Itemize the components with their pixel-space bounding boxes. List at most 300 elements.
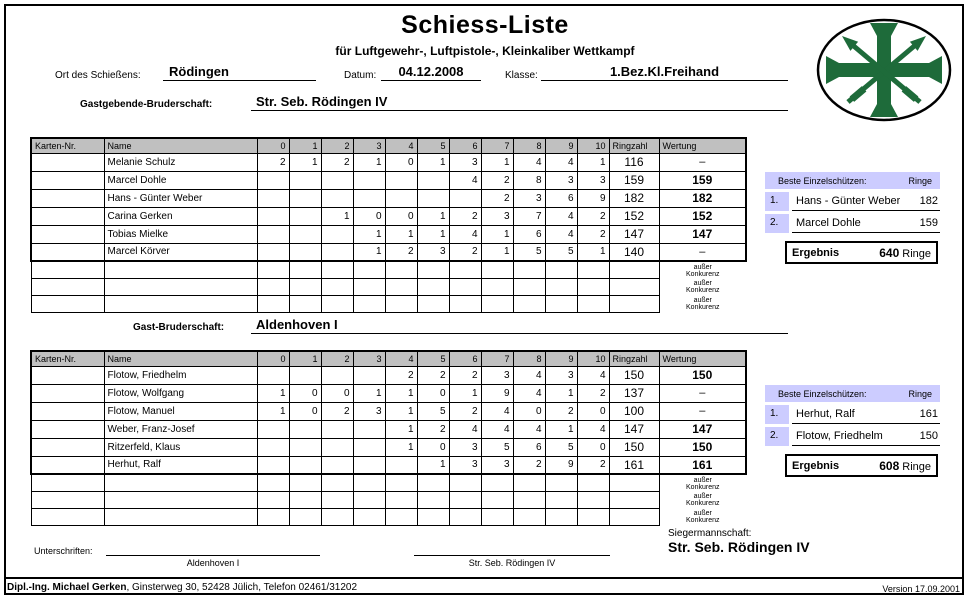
score-cell: 2 xyxy=(417,366,449,384)
score-cell: 0 xyxy=(577,402,609,420)
empty-score-row xyxy=(31,295,746,312)
ringzahl-cell xyxy=(609,474,659,491)
score-cell xyxy=(577,278,609,295)
ergebnis-value: 640 xyxy=(879,245,900,260)
wertung-cell: 150 xyxy=(659,366,746,384)
best-shooter-name: Flotow, Friedhelm xyxy=(796,430,883,442)
column-header: Name xyxy=(104,138,257,153)
footer-author-name: Dipl.-Ing. Michael Gerken xyxy=(7,582,127,593)
score-cell xyxy=(289,438,321,456)
empty-score-row xyxy=(31,491,746,508)
ringzahl-cell: 159 xyxy=(609,171,659,189)
score-cell: 5 xyxy=(513,243,545,261)
ringzahl-cell: 137 xyxy=(609,384,659,402)
score-cell: 9 xyxy=(545,456,577,474)
karten-cell xyxy=(31,225,104,243)
score-cell xyxy=(321,278,353,295)
score-cell: 0 xyxy=(385,153,417,171)
score-cell xyxy=(321,295,353,312)
score-cell xyxy=(385,508,417,525)
ringzahl-cell: 182 xyxy=(609,189,659,207)
score-cell xyxy=(257,243,289,261)
score-cell xyxy=(513,491,545,508)
score-cell xyxy=(257,508,289,525)
score-cell: 0 xyxy=(289,384,321,402)
best-shooter-entry xyxy=(792,192,940,211)
score-cell: 4 xyxy=(481,420,513,438)
ringzahl-cell: 152 xyxy=(609,207,659,225)
score-cell: 3 xyxy=(417,243,449,261)
score-cell: 1 xyxy=(321,207,353,225)
score-cell: 6 xyxy=(513,438,545,456)
score-row xyxy=(31,153,746,171)
karten-cell xyxy=(31,474,104,491)
name-cell: Melanie Schulz xyxy=(104,153,257,171)
score-cell: 3 xyxy=(481,207,513,225)
best-shooters-header xyxy=(765,385,940,402)
score-cell xyxy=(353,474,385,491)
score-row xyxy=(31,366,746,384)
ringzahl-cell xyxy=(609,491,659,508)
score-cell: 2 xyxy=(321,153,353,171)
wertung-cell: 182 xyxy=(659,189,746,207)
wertung-cell: 147 xyxy=(659,420,746,438)
column-header: 10 xyxy=(577,138,609,153)
score-cell xyxy=(545,491,577,508)
name-cell: Hans - Günter Weber xyxy=(104,189,257,207)
score-cell: 2 xyxy=(385,243,417,261)
winner-team-label: Siegermannschaft: xyxy=(668,528,752,539)
column-header: 6 xyxy=(449,138,481,153)
score-cell: 5 xyxy=(545,243,577,261)
score-cell xyxy=(481,491,513,508)
score-cell xyxy=(385,278,417,295)
klasse-label: Klasse: xyxy=(505,70,538,81)
score-cell xyxy=(449,278,481,295)
score-cell: 2 xyxy=(449,402,481,420)
score-cell xyxy=(353,295,385,312)
score-cell: 1 xyxy=(385,420,417,438)
name-cell xyxy=(104,474,257,491)
signature-line-host xyxy=(414,539,610,556)
name-cell: Carina Gerken xyxy=(104,207,257,225)
score-cell: 4 xyxy=(545,153,577,171)
score-cell xyxy=(353,420,385,438)
score-cell: 2 xyxy=(321,402,353,420)
score-cell: 2 xyxy=(481,189,513,207)
score-cell: 1 xyxy=(545,420,577,438)
ort-value: Rödingen xyxy=(163,64,316,81)
ergebnis-label: Ergebnis xyxy=(792,459,840,472)
empty-score-row xyxy=(31,278,746,295)
karten-cell xyxy=(31,295,104,312)
score-cell xyxy=(545,508,577,525)
score-row xyxy=(31,438,746,456)
score-cell xyxy=(289,261,321,278)
score-cell xyxy=(385,171,417,189)
wertung-cell: 161 xyxy=(659,456,746,474)
score-cell xyxy=(481,474,513,491)
ausser-konkurenz-note xyxy=(659,491,746,508)
ausser-konkurenz-note xyxy=(659,261,746,278)
ergebnis-value: 608 xyxy=(879,458,900,473)
note-line: Konkurenz xyxy=(686,517,720,524)
note-line: Konkurenz xyxy=(686,304,720,311)
ergebnis-unit: Ringe xyxy=(902,247,931,260)
wertung-cell: – xyxy=(659,402,746,420)
score-cell xyxy=(353,171,385,189)
score-cell: 4 xyxy=(481,402,513,420)
ringzahl-cell: 100 xyxy=(609,402,659,420)
score-cell: 2 xyxy=(577,225,609,243)
score-cell xyxy=(577,508,609,525)
score-cell: 1 xyxy=(481,243,513,261)
score-cell: 2 xyxy=(449,366,481,384)
score-cell: 2 xyxy=(513,456,545,474)
guest-best-shooters-panel xyxy=(765,385,940,446)
score-cell: 5 xyxy=(417,402,449,420)
score-cell xyxy=(513,261,545,278)
score-cell: 5 xyxy=(481,438,513,456)
score-cell xyxy=(449,474,481,491)
column-header: 3 xyxy=(353,351,385,366)
host-score-table xyxy=(30,137,747,313)
name-cell xyxy=(104,278,257,295)
score-cell xyxy=(257,491,289,508)
wertung-cell: 150 xyxy=(659,438,746,456)
score-cell: 2 xyxy=(577,384,609,402)
column-header: 5 xyxy=(417,351,449,366)
score-cell: 4 xyxy=(513,153,545,171)
ringzahl-cell: 147 xyxy=(609,420,659,438)
score-cell xyxy=(289,207,321,225)
score-cell xyxy=(257,207,289,225)
best-shooter-entry xyxy=(792,214,940,233)
score-cell: 1 xyxy=(385,384,417,402)
column-header: 9 xyxy=(545,138,577,153)
score-cell: 4 xyxy=(449,171,481,189)
best-shooter-entry xyxy=(792,427,940,446)
score-row xyxy=(31,402,746,420)
score-cell xyxy=(353,366,385,384)
score-cell xyxy=(449,261,481,278)
column-header: Karten-Nr. xyxy=(31,138,104,153)
score-cell xyxy=(513,508,545,525)
score-cell xyxy=(257,456,289,474)
column-header: 9 xyxy=(545,351,577,366)
score-cell: 2 xyxy=(577,207,609,225)
cross-and-arrows-emblem-icon xyxy=(814,16,954,124)
score-cell: 3 xyxy=(577,171,609,189)
ergebnis-result xyxy=(879,459,931,473)
best-shooters-title: Beste Einzelschützen: xyxy=(778,388,867,399)
note-line: außer xyxy=(693,510,712,517)
host-brotherhood-label: Gastgebende-Bruderschaft: xyxy=(80,99,213,110)
score-row xyxy=(31,225,746,243)
score-cell: 2 xyxy=(257,153,289,171)
score-row xyxy=(31,171,746,189)
best-shooter-rank: 1. xyxy=(765,192,789,211)
score-cell xyxy=(321,366,353,384)
score-cell: 1 xyxy=(481,153,513,171)
name-cell xyxy=(104,295,257,312)
score-cell xyxy=(545,474,577,491)
ergebnis-unit: Ringe xyxy=(902,460,931,473)
score-cell xyxy=(321,189,353,207)
karten-cell xyxy=(31,189,104,207)
score-row xyxy=(31,243,746,261)
ringzahl-cell xyxy=(609,508,659,525)
score-cell: 3 xyxy=(449,438,481,456)
score-cell xyxy=(257,295,289,312)
score-cell: 1 xyxy=(257,384,289,402)
guest-brotherhood-label: Gast-Bruderschaft: xyxy=(133,322,225,333)
empty-score-row xyxy=(31,474,746,491)
best-shooter-rank: 2. xyxy=(765,214,789,233)
score-cell xyxy=(289,171,321,189)
column-header: 0 xyxy=(257,351,289,366)
score-cell: 0 xyxy=(353,207,385,225)
column-header: 8 xyxy=(513,351,545,366)
name-cell xyxy=(104,261,257,278)
score-cell xyxy=(417,261,449,278)
score-cell: 4 xyxy=(545,225,577,243)
score-cell xyxy=(289,295,321,312)
score-cell xyxy=(481,278,513,295)
score-cell xyxy=(417,295,449,312)
ringzahl-cell: 116 xyxy=(609,153,659,171)
score-cell: 1 xyxy=(577,153,609,171)
score-cell xyxy=(321,508,353,525)
score-cell: 4 xyxy=(545,207,577,225)
best-shooter-name: Marcel Dohle xyxy=(796,217,861,229)
score-cell xyxy=(385,474,417,491)
score-cell: 3 xyxy=(545,366,577,384)
name-cell: Marcel Körver xyxy=(104,243,257,261)
datum-value: 04.12.2008 xyxy=(381,64,481,81)
signature-caption-guest: Aldenhoven I xyxy=(186,558,240,568)
score-cell xyxy=(385,295,417,312)
footer-divider xyxy=(4,577,964,579)
score-cell: 1 xyxy=(481,225,513,243)
score-cell: 3 xyxy=(513,189,545,207)
ausser-konkurenz-note xyxy=(659,295,746,312)
karten-cell xyxy=(31,420,104,438)
name-cell: Flotow, Manuel xyxy=(104,402,257,420)
best-shooter-rank: 2. xyxy=(765,427,789,446)
score-cell xyxy=(321,474,353,491)
note-line: außer xyxy=(693,263,712,271)
score-cell xyxy=(385,456,417,474)
score-cell: 4 xyxy=(577,420,609,438)
score-cell xyxy=(321,491,353,508)
klasse-value: 1.Bez.Kl.Freihand xyxy=(541,64,788,81)
ausser-konkurenz-note xyxy=(659,474,746,491)
score-cell xyxy=(257,278,289,295)
score-cell xyxy=(417,474,449,491)
name-cell: Ritzerfeld, Klaus xyxy=(104,438,257,456)
karten-cell xyxy=(31,402,104,420)
ringzahl-cell xyxy=(609,295,659,312)
column-header: 1 xyxy=(289,138,321,153)
signature-caption-host: Str. Seb. Rödingen IV xyxy=(468,558,556,568)
score-cell xyxy=(449,491,481,508)
score-cell: 0 xyxy=(385,207,417,225)
score-cell xyxy=(545,278,577,295)
page-title: Schiess-Liste xyxy=(401,11,569,39)
column-header: 3 xyxy=(353,138,385,153)
empty-score-row xyxy=(31,261,746,278)
guest-brotherhood-value: Aldenhoven I xyxy=(251,317,788,334)
score-cell: 1 xyxy=(385,225,417,243)
score-cell: 2 xyxy=(385,366,417,384)
karten-cell xyxy=(31,153,104,171)
score-cell: 1 xyxy=(353,243,385,261)
datum-label: Datum: xyxy=(344,70,377,81)
score-cell: 1 xyxy=(385,438,417,456)
score-cell: 3 xyxy=(481,456,513,474)
column-header: 7 xyxy=(481,351,513,366)
best-shooter-row xyxy=(765,405,940,424)
column-header: Ringzahl xyxy=(609,351,659,366)
wertung-cell: 152 xyxy=(659,207,746,225)
score-cell xyxy=(353,491,385,508)
score-cell: 6 xyxy=(513,225,545,243)
page-subtitle: für Luftgewehr-, Luftpistole-, Kleinkaliber Wettkampf xyxy=(335,44,635,58)
score-cell xyxy=(289,508,321,525)
score-cell xyxy=(577,261,609,278)
score-cell xyxy=(513,278,545,295)
ringzahl-cell: 150 xyxy=(609,438,659,456)
note-line: Konkurenz xyxy=(686,500,720,507)
karten-cell xyxy=(31,207,104,225)
score-cell: 5 xyxy=(545,438,577,456)
column-header: Karten-Nr. xyxy=(31,351,104,366)
karten-cell xyxy=(31,384,104,402)
guest-score-table xyxy=(30,350,747,526)
best-shooter-rank: 1. xyxy=(765,405,789,424)
score-cell xyxy=(513,295,545,312)
best-shooters-title: Beste Einzelschützen: xyxy=(778,175,867,186)
best-shooter-ringe: 182 xyxy=(919,195,938,207)
ausser-konkurenz-note xyxy=(659,278,746,295)
ringe-column-label: Ringe xyxy=(908,388,932,399)
wertung-cell: 147 xyxy=(659,225,746,243)
score-cell xyxy=(353,456,385,474)
score-cell xyxy=(257,438,289,456)
column-header: 2 xyxy=(321,351,353,366)
score-cell: 0 xyxy=(417,438,449,456)
ringzahl-cell: 150 xyxy=(609,366,659,384)
wertung-cell: – xyxy=(659,153,746,171)
ringzahl-cell xyxy=(609,261,659,278)
score-cell: 1 xyxy=(545,384,577,402)
score-cell: 4 xyxy=(513,384,545,402)
score-cell xyxy=(289,491,321,508)
column-header: 1 xyxy=(289,351,321,366)
best-shooters-header xyxy=(765,172,940,189)
note-line: Konkurenz xyxy=(686,287,720,294)
score-cell: 1 xyxy=(417,207,449,225)
column-header: 8 xyxy=(513,138,545,153)
score-cell xyxy=(417,278,449,295)
best-shooter-ringe: 161 xyxy=(919,408,938,420)
note-line: Konkurenz xyxy=(686,483,720,491)
wertung-cell: – xyxy=(659,243,746,261)
score-cell xyxy=(321,225,353,243)
score-cell: 2 xyxy=(577,456,609,474)
note-line: außer xyxy=(693,280,712,287)
name-cell xyxy=(104,491,257,508)
score-row xyxy=(31,207,746,225)
score-cell xyxy=(321,456,353,474)
score-cell xyxy=(257,261,289,278)
score-cell: 3 xyxy=(449,153,481,171)
score-cell xyxy=(417,171,449,189)
best-shooter-name: Hans - Günter Weber xyxy=(796,195,901,207)
score-cell: 0 xyxy=(289,402,321,420)
column-header: 2 xyxy=(321,138,353,153)
ort-label: Ort des Schießens: xyxy=(55,70,141,81)
score-cell: 4 xyxy=(513,366,545,384)
score-row xyxy=(31,456,746,474)
score-cell xyxy=(353,508,385,525)
name-cell: Flotow, Friedhelm xyxy=(104,366,257,384)
best-shooter-ringe: 159 xyxy=(919,217,938,229)
footer-version: Version 17.09.2001 xyxy=(882,584,960,594)
column-header: 10 xyxy=(577,351,609,366)
score-cell: 1 xyxy=(289,153,321,171)
score-cell: 2 xyxy=(417,420,449,438)
score-cell xyxy=(289,243,321,261)
score-cell: 0 xyxy=(417,384,449,402)
score-cell: 1 xyxy=(417,456,449,474)
note-line: außer xyxy=(693,476,712,484)
best-shooter-entry xyxy=(792,405,940,424)
score-cell xyxy=(417,508,449,525)
karten-cell xyxy=(31,491,104,508)
score-cell xyxy=(257,225,289,243)
score-cell xyxy=(353,189,385,207)
score-cell xyxy=(545,261,577,278)
karten-cell xyxy=(31,366,104,384)
column-header: Wertung xyxy=(659,138,746,153)
score-cell: 6 xyxy=(545,189,577,207)
footer-author-address: , Ginsterweg 30, 52428 Jülich, Telefon 02461/31202 xyxy=(126,582,358,593)
score-cell xyxy=(385,491,417,508)
guest-result-box xyxy=(785,454,938,477)
karten-cell xyxy=(31,261,104,278)
score-cell: 3 xyxy=(353,402,385,420)
score-cell: 8 xyxy=(513,171,545,189)
score-cell xyxy=(385,189,417,207)
score-cell: 1 xyxy=(385,402,417,420)
score-cell: 0 xyxy=(321,384,353,402)
score-cell xyxy=(449,189,481,207)
name-cell: Tobias Mielke xyxy=(104,225,257,243)
score-cell xyxy=(289,278,321,295)
ringzahl-cell: 161 xyxy=(609,456,659,474)
score-cell xyxy=(353,261,385,278)
wertung-cell: 159 xyxy=(659,171,746,189)
column-header: Name xyxy=(104,351,257,366)
column-header: 5 xyxy=(417,138,449,153)
score-cell xyxy=(257,474,289,491)
score-cell xyxy=(321,171,353,189)
score-table-header-row xyxy=(31,138,746,153)
score-cell: 1 xyxy=(353,153,385,171)
score-cell xyxy=(289,420,321,438)
